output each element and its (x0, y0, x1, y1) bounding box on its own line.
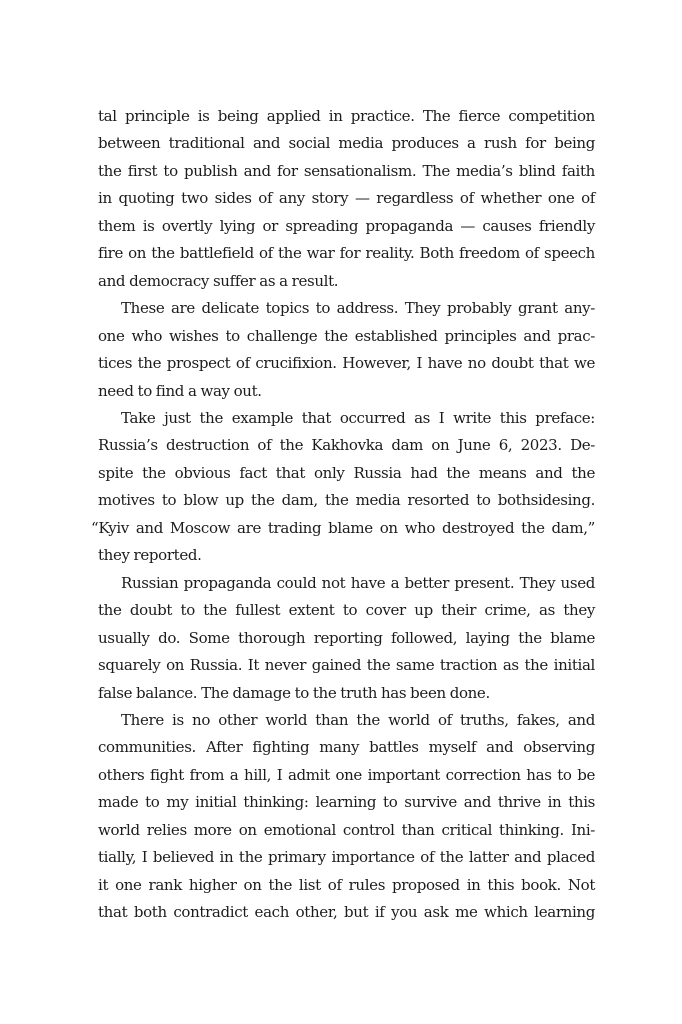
text-line: world relies more on emotional control than critical thinking. Ini- (98, 820, 595, 839)
text-line: “Kyiv and Moscow are trading blame on who destroyed the dam,” (91, 518, 595, 537)
text-line: spite the obvious fact that only Russia had the means and the (98, 463, 595, 482)
text-line: communities. After fighting many battles myself and observing (98, 738, 595, 757)
text-line: in quoting two sides of any story — regardless of whether one of (98, 189, 595, 208)
text-line: tially, I believed in the primary importance of the latter and placed (98, 848, 595, 867)
text-line: one who wishes to challenge the established principles and prac- (98, 326, 595, 345)
text-line: they reported. (98, 546, 202, 565)
text-line: Russia’s destruction of the Kakhovka dam on June 6, 2023. De- (98, 436, 595, 455)
text-line: tices the prospect of crucifixion. However, I have no doubt that we (98, 354, 595, 373)
paragraph (98, 103, 595, 295)
text-line: the first to publish and for sensationalism. The media’s blind faith (98, 161, 595, 180)
text-line: that both contradict each other, but if you ask me which learning (98, 903, 595, 922)
text-line: the doubt to the fullest extent to cover up their crime, as they (98, 601, 595, 620)
book-page-text (91, 103, 595, 927)
paragraph (98, 295, 595, 405)
text-line: it one rank higher on the list of rules proposed in this book. Not (98, 875, 595, 894)
text-line: Russian propaganda could not have a better present. They used (121, 573, 595, 592)
text-line: tal principle is being applied in practice. The fierce competition (98, 107, 595, 125)
text-line: and democracy suffer as a result. (98, 271, 339, 290)
text-line: There is no other world than the world of truths, fakes, and (121, 710, 595, 729)
text-line: These are delicate topics to address. They probably grant any- (121, 299, 595, 318)
text-line: Take just the example that occurred as I write this preface: (121, 408, 595, 427)
text-line: motives to blow up the dam, the media resorted to bothsidesing. (98, 491, 595, 510)
text-line: need to find a way out. (98, 381, 262, 400)
text-line: them is overtly lying or spreading propaganda — causes friendly (98, 216, 595, 235)
text-line: false balance. The damage to the truth has been done. (98, 683, 490, 702)
text-line: between traditional and social media produces a rush for being (98, 134, 595, 153)
text-line: usually do. Some thorough reporting followed, laying the blame (98, 628, 595, 647)
text-line: others fight from a hill, I admit one important correction has to be (98, 765, 595, 784)
text-line: made to my initial thinking: learning to survive and thrive in this (98, 793, 595, 812)
paragraph (98, 570, 595, 707)
paragraph (98, 707, 595, 927)
paragraph (91, 405, 595, 570)
text-line: squarely on Russia. It never gained the same traction as the initial (98, 656, 595, 675)
text-line: fire on the battlefield of the war for reality. Both freedom of speech (98, 244, 595, 263)
